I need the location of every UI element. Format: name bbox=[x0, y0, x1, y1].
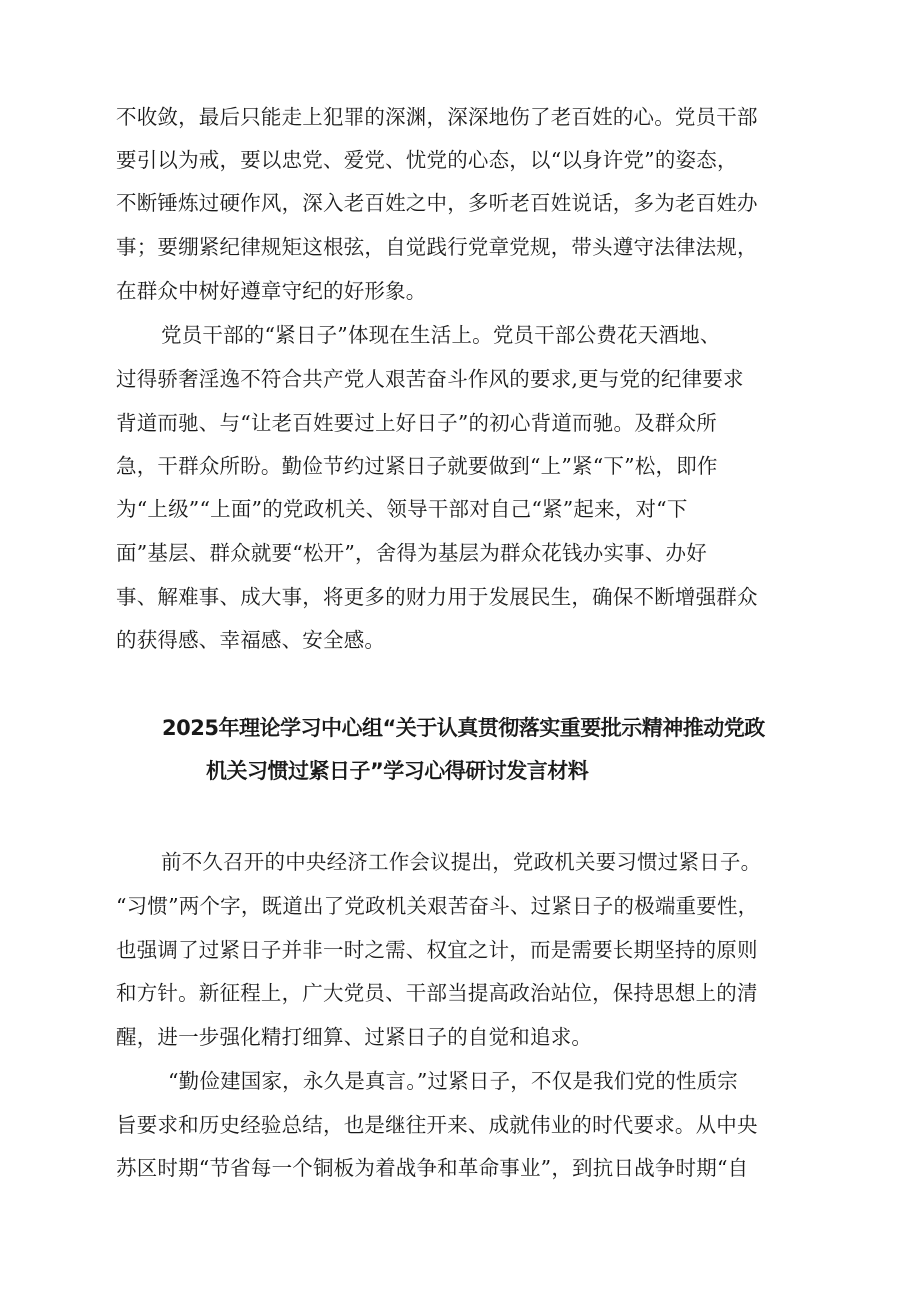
text-line: 事；要绷紧纪律规矩这根弦，自觉践行党章党规，带头遵守法律法规， bbox=[116, 235, 758, 259]
title-line-1: 2025年理论学习中心组“关于认真贯彻落实重要批示精神推动党政 bbox=[162, 716, 765, 740]
text-line: 急，干群众所盼。勤俭节约过紧日子就要做到“上”紧“下”松，即作 bbox=[116, 454, 718, 478]
text-line: 在群众中树好遵章守纪的好形象。 bbox=[116, 279, 427, 303]
text-line: 要引以为戒，要以忠党、爱党、忧党的心态，以“以身许党”的姿态， bbox=[116, 148, 738, 172]
title-line-2: 机关习惯过紧日子”学习心得研讨发言材料 bbox=[206, 759, 589, 783]
text-line: 醒，进一步强化精打细算、过紧日子的自觉和追求。 bbox=[116, 1025, 593, 1049]
text-line: 也强调了过紧日子并非一时之需、权宜之计，而是需要长期坚持的原则 bbox=[116, 938, 758, 962]
text-line: 过得骄奢淫逸不符合共产党人艰苦奋斗作风的要求,更与党的纪律要求 bbox=[116, 367, 744, 391]
text-line: 前不久召开的中央经济工作会议提出，党政机关要习惯过紧日子。 bbox=[161, 850, 762, 874]
text-line: 旨要求和历史经验总结，也是继往开来、成就伟业的时代要求。从中央 bbox=[116, 1113, 758, 1137]
text-line: 党员干部的“紧日子”体现在生活上。党员干部公费花天酒地、 bbox=[161, 323, 721, 347]
text-line: 为“上级”“上面”的党政机关、领导干部对自己“紧”起来，对“下 bbox=[116, 497, 688, 521]
text-line: 不收敛，最后只能走上犯罪的深渊，深深地伤了老百姓的心。党员干部 bbox=[116, 105, 758, 129]
text-line: 事、解难事、成大事，将更多的财力用于发展民生，确保不断增强群众 bbox=[116, 585, 758, 609]
text-line: “勤俭建国家，永久是真言。”过紧日子，不仅是我们党的性质宗 bbox=[168, 1069, 739, 1093]
text-line: 不断锤炼过硬作风，深入老百姓之中，多听老百姓说话，多为老百姓办 bbox=[116, 191, 758, 215]
text-line: 和方针。新征程上，广大党员、干部当提高政治站位，保持思想上的清 bbox=[116, 981, 758, 1005]
text-line: “习惯”两个字，既道出了党政机关艰苦奋斗、过紧日子的极端重要性， bbox=[116, 894, 759, 918]
text-line: 背道而驰、与“让老百姓要过上好日子”的初心背道而驰。及群众所 bbox=[116, 411, 717, 435]
text-line: 的获得感、幸福感、安全感。 bbox=[116, 628, 386, 652]
text-line: 面”基层、群众就要“松开”，舍得为基层为群众花钱办实事、办好 bbox=[116, 541, 707, 565]
text-line: 苏区时期“节省每一个铜板为着战争和革命事业”，到抗日战争时期“自 bbox=[116, 1156, 749, 1180]
